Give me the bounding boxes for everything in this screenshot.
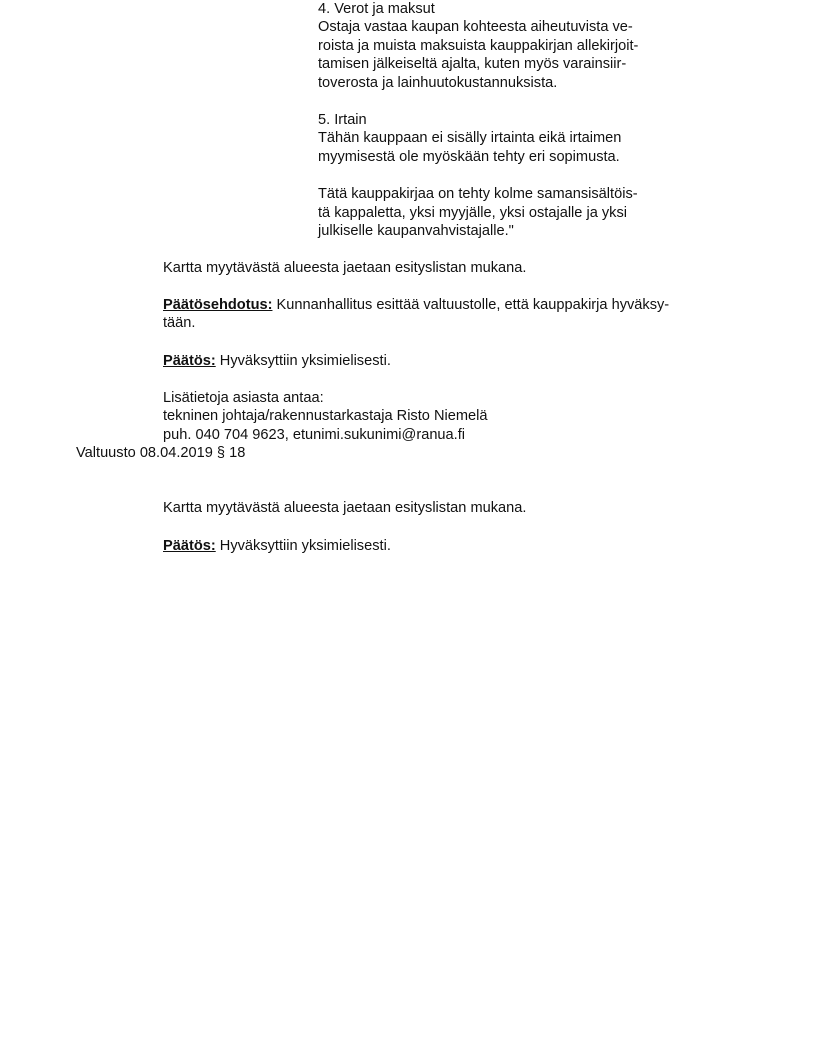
council-decision-label: Päätös: [163, 538, 216, 554]
proposal-label: Päätösehdotus: [163, 297, 273, 313]
section-5-text: Tähän kauppaan ei sisälly irtainta eikä irtaimen [318, 130, 622, 146]
section-4-text: tamisen jälkeiseltä ajalta, kuten myös varainsiir- [318, 56, 627, 72]
council-decision [163, 537, 391, 555]
section-4-heading: 4. Verot ja maksut [318, 1, 435, 17]
section-4-text: toverosta ja lainhuutokustannuksista. [318, 75, 558, 91]
proposal [163, 296, 669, 314]
section-4-text: Ostaja vastaa kaupan kohteesta aiheutuvista ve- [318, 19, 633, 35]
map-note: Kartta myytävästä alueesta jaetaan esityslistan mukana. [163, 260, 527, 276]
section-4-text: roista ja muista maksuista kauppakirjan allekirjoit- [318, 38, 639, 54]
proposal-text: Kunnanhallitus esittää valtuustolle, että kauppakirja hyväksy- [272, 297, 670, 313]
decision-text: Hyväksyttiin yksimielisesti. [215, 353, 391, 369]
decision-label: Päätös: [163, 353, 216, 369]
section-5-text: myymisestä ole myöskään tehty eri sopimusta. [318, 149, 620, 165]
contact-line: tekninen johtaja/rakennustarkastaja Risto Niemelä [163, 408, 488, 424]
closing-text: Tätä kauppakirjaa on tehty kolme samansisältöis- [318, 186, 638, 202]
closing-text: julkiselle kaupanvahvistajalle." [318, 223, 514, 239]
proposal-text-cont: tään. [163, 315, 196, 331]
decision [163, 352, 391, 370]
contact-line: Lisätietoja asiasta antaa: [163, 390, 324, 406]
council-decision-text: Hyväksyttiin yksimielisesti. [215, 538, 391, 554]
closing-text: tä kappaletta, yksi myyjälle, yksi ostajalle ja yksi [318, 205, 628, 221]
council-heading: Valtuusto 08.04.2019 § 18 [76, 445, 246, 461]
council-map-note: Kartta myytävästä alueesta jaetaan esityslistan mukana. [163, 500, 527, 516]
section-5-heading: 5. Irtain [318, 112, 367, 128]
contact-line: puh. 040 704 9623, etunimi.sukunimi@ranua.fi [163, 427, 466, 443]
